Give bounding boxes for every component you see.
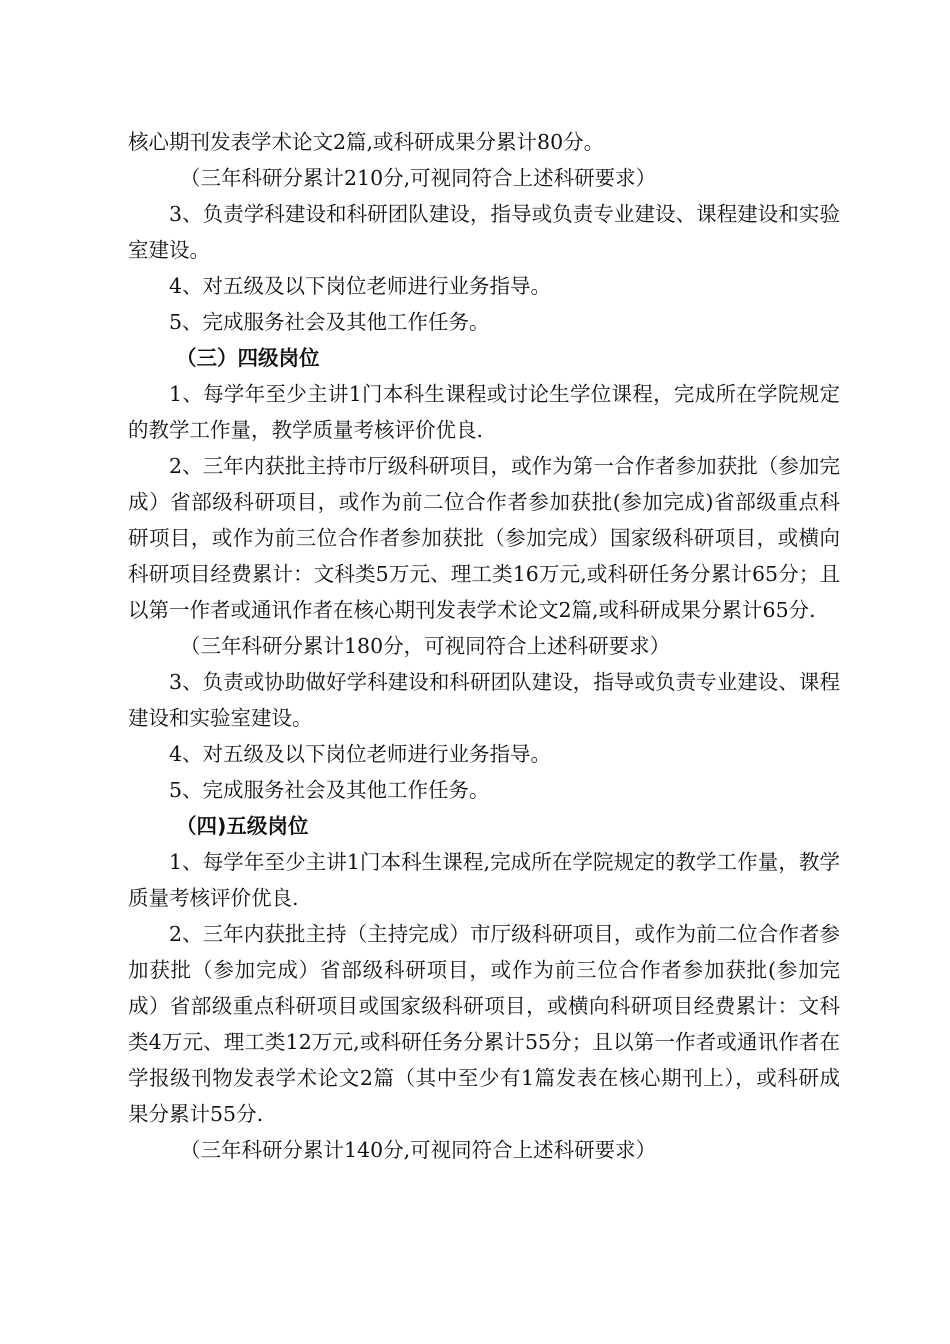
paragraph-note-180: （三年科研分累计180分，可视同符合上述科研要求） [180, 634, 671, 658]
paragraph-continuation: 核心期刊发表学术论文2篇,或科研成果分累计80分。 [128, 130, 605, 154]
paragraph-level5-item-2: 2、三年内获批主持（主持完成）市厅级科研项目，或作为前二位合作者参加获批（参加完成）省部级科研项目，或作为前三位合作者参加获批(参加完成）省部级重点科研项目或国家级科研项目，或横向科研项目经费累计：文科类4万元、理工类12万元,或科研任务分累计55分；且以第一作者或通讯作者在学报级刊物发表学术论文2篇（其中至少有1篇发表在核心期刊上），或科研成果分累计55分. [128, 922, 840, 1126]
paragraph-level4-item-3: 3、负责或协助做好学科建设和科研团队建设，指导或负责专业建设、课程建设和实验室建设。 [128, 670, 840, 730]
paragraph-level5-item-1: 1、每学年至少主讲1门本科生课程,完成所在学院规定的教学工作量，教学质量考核评价优良. [128, 850, 840, 910]
paragraph-item-5: 5、完成服务社会及其他工作任务。 [169, 310, 490, 334]
paragraph-level4-item-1: 1、每学年至少主讲1门本科生课程或讨论生学位课程，完成所在学院规定的教学工作量，教学质量考核评价优良. [128, 382, 840, 442]
paragraph-item-4: 4、对五级及以下岗位老师进行业务指导。 [169, 274, 552, 298]
paragraph-level4-item-4: 4、对五级及以下岗位老师进行业务指导。 [169, 742, 552, 766]
paragraph-note-210: （三年科研分累计210分,可视同符合上述科研要求） [180, 166, 657, 190]
paragraph-level4-item-2: 2、三年内获批主持市厅级科研项目，或作为第一合作者参加获批（参加完成）省部级科研项目，或作为前二位合作者参加获批(参加完成)省部级重点科研项目，或作为前三位合作者参加获批（参加完成）国家级科研项目，或横向科研项目经费累计：文科类5万元、理工类16万元,或科研任务分累计65分；且以第一作者或通讯作者在核心期刊发表学术论文2篇,或科研成果分累计65分. [128, 454, 840, 622]
paragraph-level4-item-5: 5、完成服务社会及其他工作任务。 [169, 778, 490, 802]
paragraph-item-3: 3、负责学科建设和科研团队建设，指导或负责专业建设、课程建设和实验室建设。 [128, 202, 840, 262]
section-heading-level-4: （三）四级岗位 [176, 346, 320, 370]
section-heading-level-5: （四)五级岗位 [176, 814, 309, 838]
paragraph-note-140: （三年科研分累计140分,可视同符合上述科研要求） [180, 1138, 657, 1162]
document-page [128, 124, 840, 1168]
